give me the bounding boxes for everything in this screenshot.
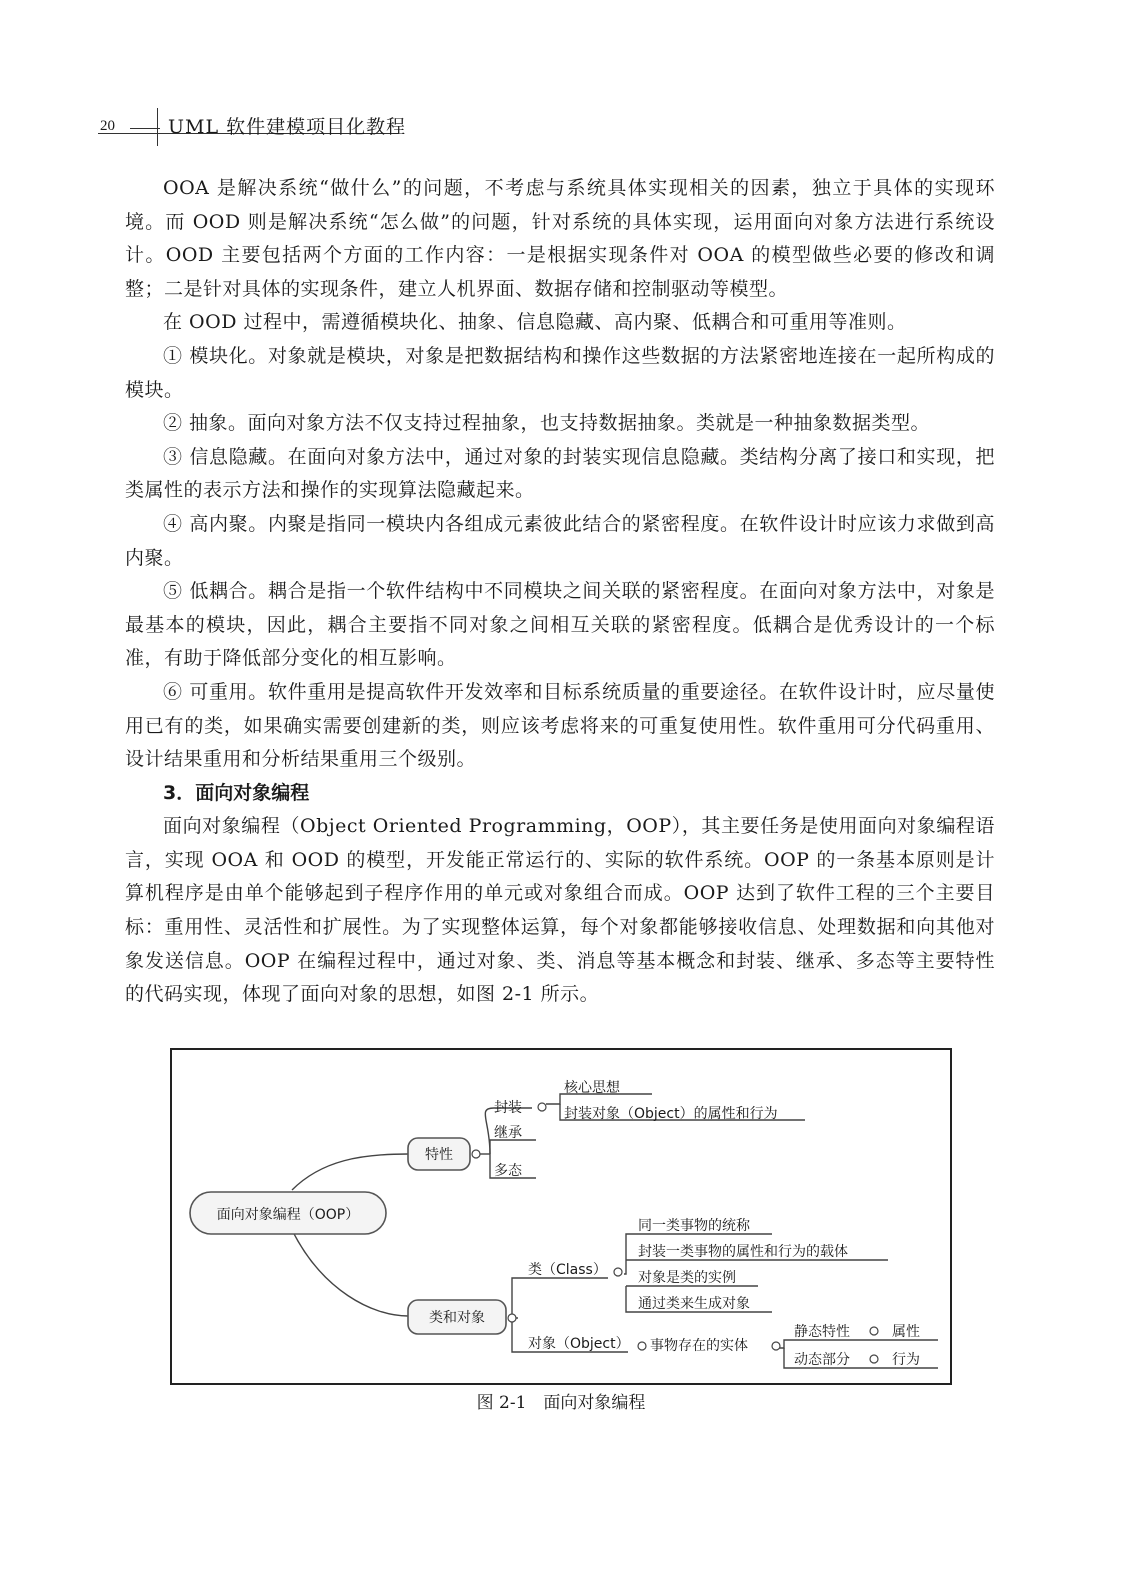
dynamic-part-value: 行为 [892, 1352, 920, 1368]
class-item-create: 通过类来生成对象 [638, 1296, 750, 1312]
paragraph-ood-principles: 在 OOD 过程中，需遵循模块化、抽象、信息隐藏、高内聚、低耦合和可重用等准则。 [163, 311, 907, 334]
connector-inheritance [490, 1140, 536, 1154]
section-heading: 3．面向对象编程 [163, 781, 310, 804]
paragraph-ooa-ood: OOA 是解决系统“做什么”的问题，不考虑与系统具体实现相关的因素，独立于具体的实现环境。而 OOD 则是解决系统“怎么做”的问题，针对系统的具体实现，运用面向对象方法进行系统设计。OOD 主要包括两个方面的工作内容：一是根据实现条件对 OOA 的模型做些必要的修改和调整；二是针对具体的实现条件，建立人机界面、数据存储和控制驱动等模型。 [125, 177, 995, 300]
features-node-label: 特性 [425, 1147, 453, 1163]
class-item-instance: 对象是类的实例 [638, 1270, 736, 1286]
encapsulation-item-object: 封装对象（Object）的属性和行为 [564, 1106, 778, 1122]
object-label: 对象（Object） [528, 1336, 630, 1352]
mind-map-svg [172, 1050, 950, 1383]
paragraph-high-cohesion: ④ 高内聚。内聚是指同一模块内各组成元素彼此结合的紧密程度。在软件设计时应该力求做到高内聚。 [125, 512, 995, 569]
connector-class [512, 1278, 608, 1318]
running-header-title: UML 软件建模项目化教程 [168, 116, 407, 138]
paragraph-oop: 面向对象编程（Object Oriented Programming，OOP），其主要任务是使用面向对象编程语言，实现 OOA 和 OOD 的模型，开发能正常运行的、实际的软件系统。OOP 的一条基本原则是计算机程序是由单个能够起到子程序作用的单元或对象组合而成。OOP 达到了软件工程的三个主要目标：重用性、灵活性和扩展性。为了实现整体运算，每个对象都能够接收信息、处理数据和向其他对象发送信息。OOP 在编程过程中，通过对象、类、消息等基本概念和封装、继承、多态等主要特性的代码实现，体现了面向对象的思想，如图 2-1 所示。 [125, 815, 995, 1006]
collapse-icon [472, 1150, 480, 1158]
polymorphism-label: 多态 [494, 1163, 522, 1179]
class-item-carrier: 封装一类事物的属性和行为的载体 [638, 1244, 848, 1260]
encapsulation-item-core: 核心思想 [564, 1080, 620, 1096]
page-number: 20 [100, 118, 115, 134]
collapse-icon [772, 1342, 780, 1350]
paragraph-reusability: ⑥ 可重用。软件重用是提高软件开发效率和目标系统质量的重要途径。在软件设计时，应尽量使用已有的类，如果确实需要创建新的类，则应该考虑将来的可重复使用性。软件重用可分代码重用、设计结果重用和分析结果重用三个级别。 [125, 680, 995, 771]
connector-root-class-object [292, 1230, 408, 1316]
connector-static [778, 1340, 938, 1348]
collapse-icon [638, 1342, 646, 1350]
header-rule-accent [130, 128, 160, 129]
collapse-icon [870, 1355, 878, 1363]
class-label: 类（Class） [528, 1262, 607, 1278]
root-node-label: 面向对象编程（OOP） [216, 1207, 360, 1223]
dynamic-part-label: 动态部分 [794, 1352, 850, 1368]
paragraph-abstraction: ② 抽象。面向对象方法不仅支持过程抽象，也支持数据抽象。类就是一种抽象数据类型。 [163, 412, 931, 435]
paragraph-low-coupling: ⑤ 低耦合。耦合是指一个软件结构中不同模块之间关联的紧密程度。在面向对象方法中，对象是最基本的模块，因此，耦合主要指不同对象之间相互关联的紧密程度。低耦合是优秀设计的一个标准，有助于降低部分变化的相互影响。 [125, 580, 995, 670]
collapse-icon [508, 1314, 516, 1322]
static-feature-label: 静态特性 [794, 1324, 850, 1340]
paragraph-information-hiding: ③ 信息隐藏。在面向对象方法中，通过对象的封装实现信息隐藏。类结构分离了接口和实现，把类属性的表示方法和操作的实现算法隐藏起来。 [125, 445, 995, 502]
mind-map-figure [170, 1048, 952, 1385]
figure-caption: 图 2-1 面向对象编程 [476, 1393, 646, 1413]
static-feature-value: 属性 [892, 1324, 920, 1340]
inheritance-label: 继承 [494, 1125, 522, 1141]
connector-root-features [292, 1154, 408, 1190]
class-object-node-label: 类和对象 [429, 1310, 485, 1326]
paragraph-modularity: ① 模块化。对象就是模块，对象是把数据结构和操作这些数据的方法紧密地连接在一起所构成的模块。 [125, 344, 995, 401]
collapse-icon [870, 1327, 878, 1335]
body-text [125, 172, 995, 1012]
header-divider [157, 108, 158, 146]
collapse-icon [614, 1268, 622, 1276]
encapsulation-label: 封装 [494, 1100, 522, 1116]
collapse-icon [538, 1103, 546, 1111]
object-entity-label: 事物存在的实体 [650, 1338, 748, 1354]
class-item-general-name: 同一类事物的统称 [638, 1218, 750, 1234]
